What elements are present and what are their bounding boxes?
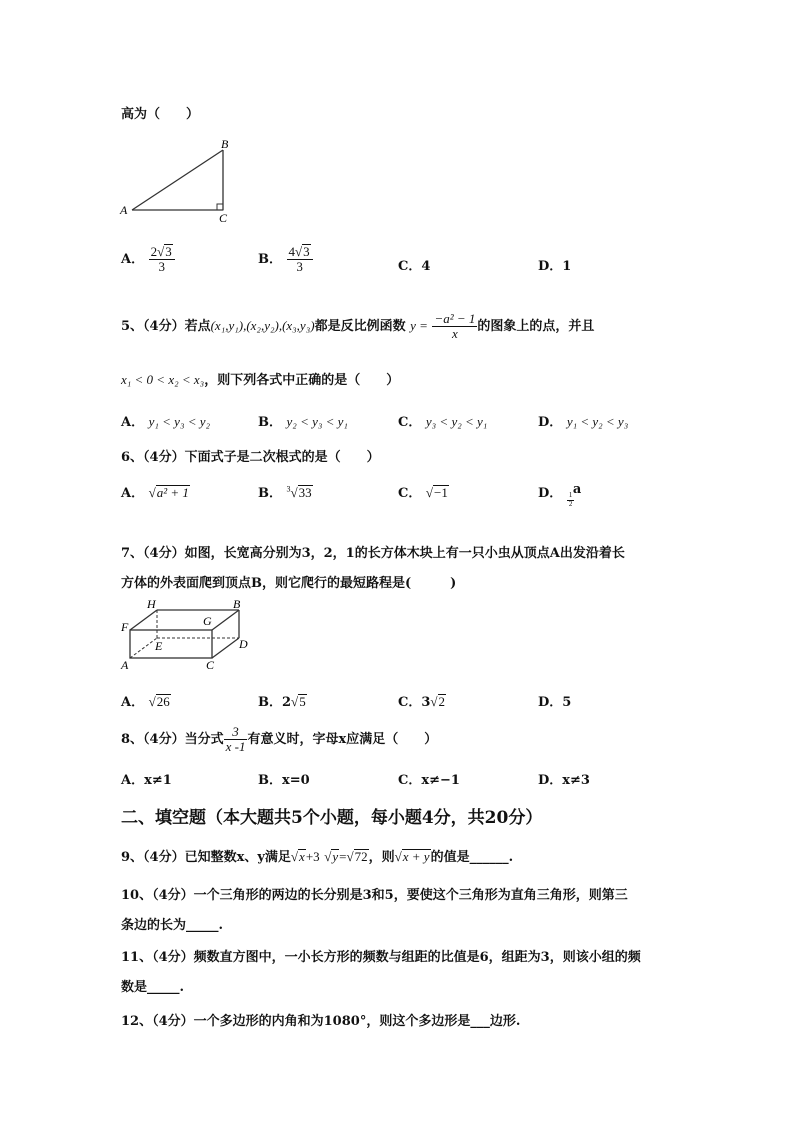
q4-tail: 高为（ ） xyxy=(121,107,200,122)
q7-label-e: E xyxy=(155,639,163,653)
q4-option-a-fraction: $\frac{2√3}{3}$ xyxy=(149,244,175,275)
q9-stem: 9、（4分）已知整数x、y满足√x+3 √y=√72，则√x + y的值是______. xyxy=(121,849,514,865)
q4-option-b[interactable]: B． $\frac{4√3}{3}$ xyxy=(258,244,313,275)
section-2-heading: 二、填空题（本大题共5个小题，每小题4分，共20分） xyxy=(121,808,543,828)
q6-option-a[interactable]: A． √a² + 1 xyxy=(121,485,189,501)
q11-stem-line2: 数是_____. xyxy=(121,980,185,995)
q4-label-b: B xyxy=(221,137,229,151)
q8-option-a[interactable]: A．x≠1 xyxy=(121,773,172,788)
q7-option-c[interactable]: C．3√2 xyxy=(398,694,446,710)
q5-option-b[interactable]: B． y₂ < y₃ < y₁ xyxy=(258,414,348,430)
q10-stem-line1: 10、（4分）一个三角形的两边的长分别是3和5，要使这个三角形为直角三角形，则第三 xyxy=(121,888,628,903)
q4-option-a[interactable]: A． $\frac{2√3}{3}$ xyxy=(121,244,175,275)
q5-stem-line2: x₁ < 0 < x₂ < x₃，则下列各式中正确的是（ ） xyxy=(121,372,400,388)
q7-cuboid-figure xyxy=(118,596,258,676)
q8-fraction: $\frac{3}{x -1}$ xyxy=(225,723,246,754)
q5-option-a[interactable]: A． y₁ < y₃ < y₂ xyxy=(121,414,211,430)
q10-stem-line2: 条边的长为_____. xyxy=(121,918,224,933)
q7-label-d: D xyxy=(239,637,248,651)
q8-option-b[interactable]: B．x=0 xyxy=(258,773,310,788)
q4-label-c: C xyxy=(219,211,228,225)
q5-points: (x₁,y₁),(x₂,y₂),(x₃,y₃) xyxy=(210,318,315,333)
q7-stem-line1: 7、（4分）如图，长宽高分别为3，2，1的长方体木块上有一只小虫从顶点A出发沿着长 xyxy=(121,546,625,561)
q4-option-d[interactable]: D．1 xyxy=(538,259,572,274)
q7-label-a: A xyxy=(121,658,129,672)
q7-option-b[interactable]: B．2√5 xyxy=(258,694,306,710)
q6-option-d-power: $\frac{1}{2}$ a xyxy=(568,482,582,508)
q5-stem: 5、（4分）若点(x₁,y₁),(x₂,y₂),(x₃,y₃)都是反比例函数 y = $\frac{\text{−a² − 1}}{x}$ 的图象上的点，并且 xyxy=(121,310,595,341)
q6-option-c[interactable]: C． √−1 xyxy=(398,485,448,501)
q7-option-a[interactable]: A． √26 xyxy=(121,694,170,710)
q8-option-d[interactable]: D．x≠3 xyxy=(538,773,590,788)
q6-stem: 6、（4分）下面式子是二次根式的是（ ） xyxy=(121,450,380,465)
q6-option-b[interactable]: B． $^3$√33 xyxy=(258,484,312,501)
q7-label-b: B xyxy=(233,597,241,611)
q12-stem: 12、（4分）一个多边形的内角和为1080°，则这个多边形是___边形. xyxy=(121,1014,521,1029)
q8-option-c[interactable]: C．x≠−1 xyxy=(398,773,460,788)
q7-stem-line2: 方体的外表面爬到顶点B，则它爬行的最短路程是( ) xyxy=(121,576,457,591)
q11-stem-line1: 11、（4分）频数直方图中，一小长方形的频数与组距的比值是6，组距为3，则该小组的频 xyxy=(121,950,641,965)
q7-option-d[interactable]: D．5 xyxy=(538,695,572,710)
q7-label-g: G xyxy=(203,614,212,628)
q4-option-b-fraction: $\frac{4√3}{3}$ xyxy=(287,244,313,275)
q4-right-triangle-figure xyxy=(118,136,238,226)
q7-label-c: C xyxy=(206,658,215,672)
q5-option-c[interactable]: C． y₃ < y₂ < y₁ xyxy=(398,414,488,430)
q5-function-fraction: $\frac{\text{−a² − 1}}{x}$ xyxy=(434,310,476,341)
q4-option-c[interactable]: C．4 xyxy=(398,259,431,274)
q5-option-d[interactable]: D． y₁ < y₂ < y₃ xyxy=(538,414,629,430)
q7-label-h: H xyxy=(147,597,156,611)
q6-option-d[interactable]: D． $\frac{1}{2}$ a xyxy=(538,482,587,512)
q4-label-a: A xyxy=(120,203,128,217)
q8-stem: 8、（4分）当分式 $\frac{3}{x -1}$ 有意义时，字母x应满足（ ） xyxy=(121,723,438,754)
q7-label-f: F xyxy=(121,620,129,634)
